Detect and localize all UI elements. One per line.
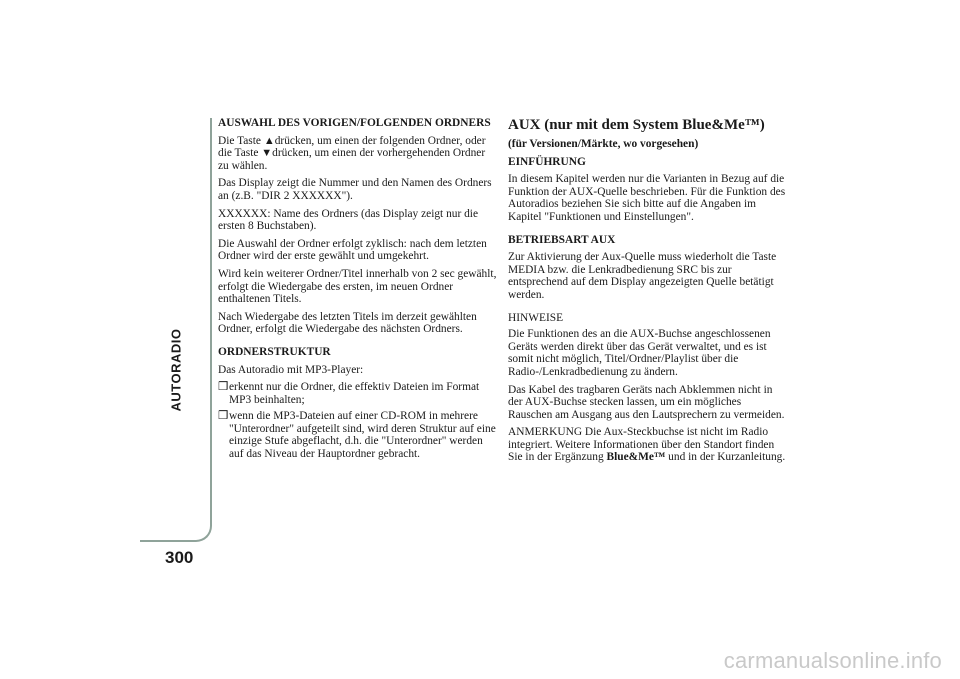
list-item [218, 381, 498, 406]
checkbox-bullet-icon: ❒ [218, 410, 229, 423]
paragraph-next-folder: Nach Wiedergabe des letzten Titels im derzeit gewählten Ordner, erfolgt die Wiedergabe des nächsten Ordners. [218, 310, 477, 336]
list-item-text: erkennt nur die Ordner, die effektiv Dateien im Format MP3 beinhalten; [229, 381, 480, 406]
paragraph-folder-name: XXXXXX: Name des Ordners (das Display zeigt nur die ersten 8 Buchstaben). [218, 207, 479, 233]
heading-introduction: EINFÜHRUNG [508, 155, 586, 168]
paragraph-aux-mode: Zur Aktivierung der Aux-Quelle muss wiederholt die Taste MEDIA bzw. die Lenkradbedienung SRC bis zur entsprechend auf dem Display angezeigten Quelle betätigt werden. [508, 251, 777, 301]
section-tab-label: AUTORADIO [168, 328, 184, 412]
paragraph-cyclic-selection: Die Auswahl der Ordner erfolgt zyklisch: nach dem letzten Ordner wird der erste gewählt und umgekehrt. [218, 237, 487, 263]
arrow-down-icon: ▼ [261, 147, 273, 160]
heading-folder-structure: ORDNERSTRUKTUR [218, 345, 331, 358]
right-column [508, 117, 786, 469]
watermark-text: carmanualsonline.info [723, 648, 942, 673]
brand-name: Blue&Me™ [606, 451, 666, 464]
page-number: 300 [165, 548, 194, 567]
text-fragment: drücken, um einen der vorhergehenden Ordner zu wählen. [218, 147, 486, 172]
paragraph-introduction: In diesem Kapitel werden nur die Varianten in Bezug auf die Funktion der AUX-Quelle beschrieben. Für die Funktion des Autoradios beziehen Sie sich bitte auf die Angaben im Kapitel "Funktionen und Einstellungen". [508, 173, 786, 223]
section-subtitle: (für Versionen/Märkte, wo vorgesehen) [508, 138, 699, 150]
checkbox-bullet-icon: ❒ [218, 381, 229, 394]
paragraph-remark [508, 426, 786, 464]
text-fragment: ANMERKUNG Die Aux-Steckbuchse ist nicht im Radio integriert. Weitere Informationen über den Standort finden Sie in der Ergänzung [508, 426, 775, 464]
text-fragment: drücken, um einen der folgenden Ordner, oder die Taste [218, 134, 486, 160]
heading-folder-selection: AUSWAHL DES VORIGEN/FOLGENDEN ORDNERS [218, 117, 491, 129]
left-column [218, 117, 498, 465]
list-item-text: wenn die MP3-Dateien auf einer CD-ROM in mehrere "Unterordner" aufgeteilt sind, wird deren Struktur auf eine einzige Stufe abgeflacht, d.h. die "Unterordner" werden auf das Niveau der Hauptordner gebracht. [229, 410, 496, 461]
paragraph-notes-2: Das Kabel des tragbaren Geräts nach Abklemmen nicht in der AUX-Buchse stecken lassen, um ein mögliches Rauschen am Ausgang aus den Lautsprechern zu vermeiden. [508, 383, 785, 421]
section-title-aux: AUX (nur mit dem System Blue&Me™) [508, 117, 765, 133]
paragraph-folder-buttons [218, 135, 498, 173]
paragraph-mp3-player: Das Autoradio mit MP3-Player: [218, 363, 364, 376]
heading-notes: HINWEISE [508, 311, 564, 324]
paragraph-notes-1: Die Funktionen des an die AUX-Buchse angeschlossenen Geräts werden direkt über das Gerät verwaltet, und es ist somit nicht möglich, Titel/Ordner/Playlist über die Radio-/Lenkradbedienung zu ändern. [508, 328, 771, 378]
text-fragment: und in der Kurzanleitung. [665, 451, 786, 464]
list-item [218, 410, 498, 460]
paragraph-timeout: Wird kein weiterer Ordner/Titel innerhalb von 2 sec gewählt, erfolgt die Wiedergabe des ersten, im neuen Ordner enthaltenen Titels. [218, 267, 497, 306]
text-fragment: Die Taste [218, 134, 264, 147]
arrow-up-icon: ▲ [263, 134, 275, 147]
paragraph-display-info: Das Display zeigt die Nummer und den Namen des Ordners an (z.B. "DIR 2 XXXXXX"). [218, 177, 492, 202]
heading-aux-mode: BETRIEBSART AUX [508, 233, 616, 246]
